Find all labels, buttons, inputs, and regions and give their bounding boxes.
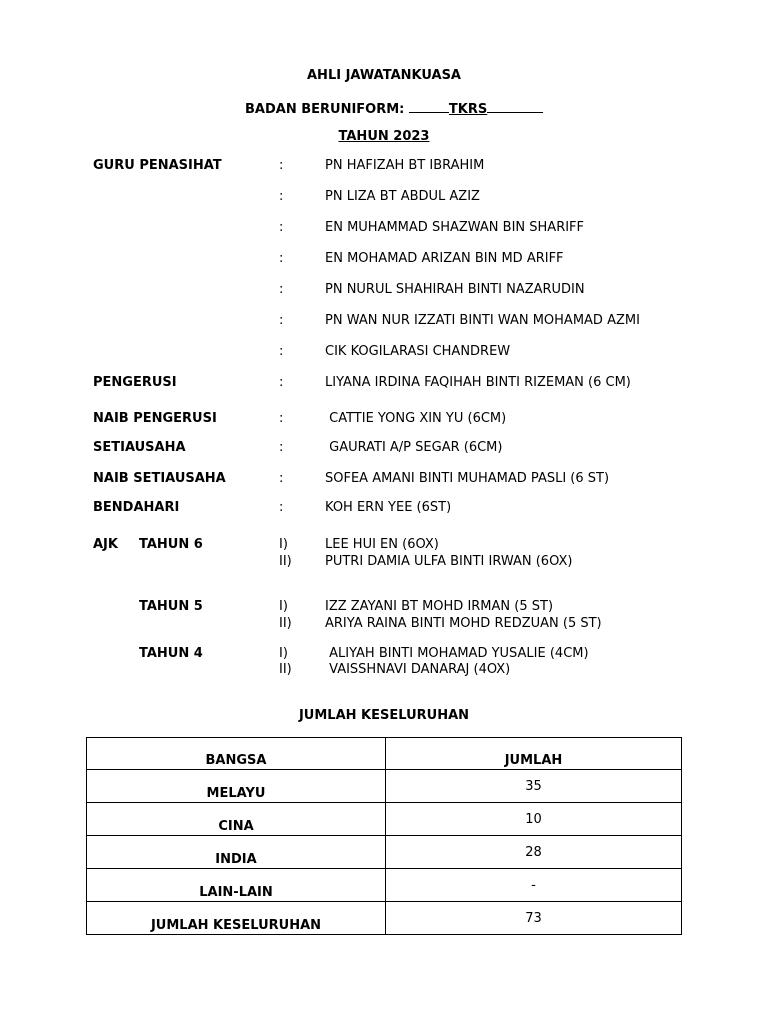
ajk-member: VAISSHNAVI DANARAJ (4OX) (325, 662, 511, 677)
colon: : (279, 440, 284, 455)
jumlah-cell (386, 836, 682, 869)
advisor-name: EN MOHAMAD ARIZAN BIN MD ARIFF (325, 251, 564, 266)
colon: : (279, 313, 284, 328)
org-underline-left (409, 99, 449, 113)
header-jumlah: JUMLAH (504, 753, 563, 768)
org-underline-right (487, 99, 543, 113)
jumlah-cell (386, 803, 682, 836)
table-header-row (87, 738, 682, 770)
header-cell (386, 738, 682, 770)
officer-role: PENGERUSI (93, 375, 177, 390)
ajk-member: IZZ ZAYANI BT MOHD IRMAN (5 ST) (325, 599, 554, 614)
jumlah-value: 35 (525, 779, 542, 794)
ajk-number: I) (279, 599, 288, 614)
jumlah-value: 10 (525, 812, 542, 827)
colon: : (279, 158, 284, 173)
bangsa-label: MELAYU (206, 786, 266, 801)
summary-title: JUMLAH KESELURUHAN (298, 708, 470, 723)
header-cell (87, 738, 386, 770)
bangsa-cell (87, 803, 386, 836)
ajk-number: I) (279, 537, 288, 552)
summary-table (86, 737, 682, 935)
ajk-year: TAHUN 6 (139, 537, 203, 552)
ajk-year: TAHUN 4 (139, 646, 203, 661)
officer-role: NAIB SETIAUSAHA (93, 471, 226, 486)
ajk-member: LEE HUI EN (6OX) (325, 537, 439, 552)
ajk-member: ARIYA RAINA BINTI MOHD REDZUAN (5 ST) (325, 616, 602, 631)
jumlah-value: 28 (525, 845, 542, 860)
org-label: BADAN BERUNIFORM: (245, 102, 405, 117)
colon: : (279, 189, 284, 204)
bangsa-cell (87, 836, 386, 869)
advisor-label: GURU PENASIHAT (93, 158, 222, 173)
table-row (87, 803, 682, 836)
table-total-row (87, 902, 682, 935)
year-heading: TAHUN 2023 (338, 129, 430, 144)
ajk-member: PUTRI DAMIA ULFA BINTI IRWAN (6OX) (325, 554, 573, 569)
ajk-number: II) (279, 616, 292, 631)
org-line (245, 99, 543, 118)
ajk-member: ALIYAH BINTI MOHAMAD YUSALIE (4CM) (325, 646, 589, 661)
bangsa-label: LAIN-LAIN (199, 885, 273, 900)
officer-role: BENDAHARI (93, 500, 180, 515)
jumlah-cell (386, 770, 682, 803)
colon: : (279, 411, 284, 426)
officer-role: SETIAUSAHA (93, 440, 186, 455)
officer-role: NAIB PENGERUSI (93, 411, 217, 426)
advisor-name: PN WAN NUR IZZATI BINTI WAN MOHAMAD AZMI (325, 313, 640, 328)
bangsa-cell (87, 770, 386, 803)
advisor-name: CIK KOGILARASI CHANDREW (325, 344, 511, 359)
jumlah-cell (386, 869, 682, 902)
bangsa-cell (87, 902, 386, 935)
ajk-number: I) (279, 646, 288, 661)
jumlah-value: - (531, 878, 536, 893)
total-value: 73 (525, 911, 542, 926)
document-title: AHLI JAWATANKUASA (307, 68, 461, 83)
colon: : (279, 251, 284, 266)
officer-name: KOH ERN YEE (6ST) (325, 500, 452, 515)
ajk-label: AJK (93, 537, 118, 552)
advisor-name: EN MUHAMMAD SHAZWAN BIN SHARIFF (325, 220, 585, 235)
advisor-name: PN LIZA BT ABDUL AZIZ (325, 189, 480, 204)
ajk-year: TAHUN 5 (139, 599, 203, 614)
total-label: JUMLAH KESELURUHAN (150, 918, 322, 933)
officer-name: SOFEA AMANI BINTI MUHAMAD PASLI (6 ST) (325, 471, 610, 486)
advisor-name: PN HAFIZAH BT IBRAHIM (325, 158, 485, 173)
colon: : (279, 344, 284, 359)
ajk-number: II) (279, 662, 292, 677)
header-bangsa: BANGSA (205, 753, 267, 768)
colon: : (279, 471, 284, 486)
colon: : (279, 500, 284, 515)
ajk-number: II) (279, 554, 292, 569)
bangsa-cell (87, 869, 386, 902)
org-value: TKRS (448, 102, 488, 117)
advisor-name: PN NURUL SHAHIRAH BINTI NAZARUDIN (325, 282, 585, 297)
table-row (87, 869, 682, 902)
officer-name: CATTIE YONG XIN YU (6CM) (325, 411, 507, 426)
officer-name: LIYANA IRDINA FAQIHAH BINTI RIZEMAN (6 CM) (325, 375, 631, 390)
bangsa-label: CINA (218, 819, 254, 834)
officer-name: GAURATI A/P SEGAR (6CM) (325, 440, 503, 455)
jumlah-cell (386, 902, 682, 935)
bangsa-label: INDIA (215, 852, 257, 867)
colon: : (279, 220, 284, 235)
table-row (87, 836, 682, 869)
colon: : (279, 375, 284, 390)
table-row (87, 770, 682, 803)
colon: : (279, 282, 284, 297)
